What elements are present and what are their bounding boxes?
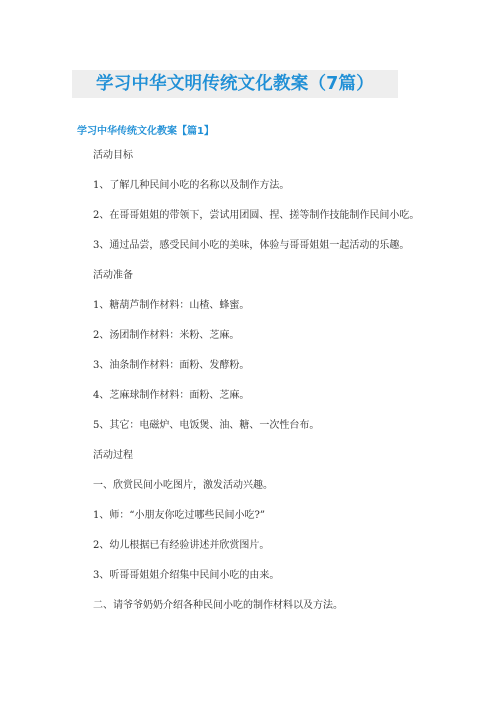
heading-objectives: 活动目标 (93, 150, 133, 161)
paragraph: 1、师：“小朋友你吃过哪些民间小吃?” (93, 510, 265, 521)
section-heading: 学习中华传统文化教案【篇1】 (77, 126, 214, 137)
document-title: 学习中华文明传统文化教案（7篇） (96, 74, 374, 94)
paragraph: 一、欣赏民间小吃图片，激发活动兴趣。 (93, 480, 273, 491)
heading-preparation: 活动准备 (93, 270, 133, 281)
paragraph: 1、糖葫芦制作材料：山楂、蜂蜜。 (93, 300, 250, 311)
paragraph: 2、在哥哥姐姐的带领下，尝试用团圆、捏、搓等制作技能制作民间小吃。 (93, 210, 420, 221)
paragraph: 1、了解几种民间小吃的名称以及制作方法。 (93, 180, 290, 191)
paragraph: 2、幼儿根据已有经验讲述并欣赏图片。 (93, 540, 270, 551)
paragraph: 2、汤团制作材料：米粉、芝麻。 (93, 330, 240, 341)
paragraph: 二、请爷爷奶奶介绍各种民间小吃的制作材料以及方法。 (93, 600, 343, 611)
heading-process: 活动过程 (93, 450, 133, 461)
paragraph: 3、通过品尝，感受民间小吃的美味，体验与哥哥姐姐一起活动的乐趣。 (93, 240, 410, 251)
paragraph: 5、其它：电磁炉、电饭煲、油、糖、一次性台布。 (93, 420, 320, 431)
paragraph: 3、听哥哥姐姐介绍集中民间小吃的由来。 (93, 570, 280, 581)
paragraph: 4、芝麻球制作材料：面粉、芝麻。 (93, 390, 250, 401)
paragraph: 3、油条制作材料：面粉、发酵粉。 (93, 360, 250, 371)
